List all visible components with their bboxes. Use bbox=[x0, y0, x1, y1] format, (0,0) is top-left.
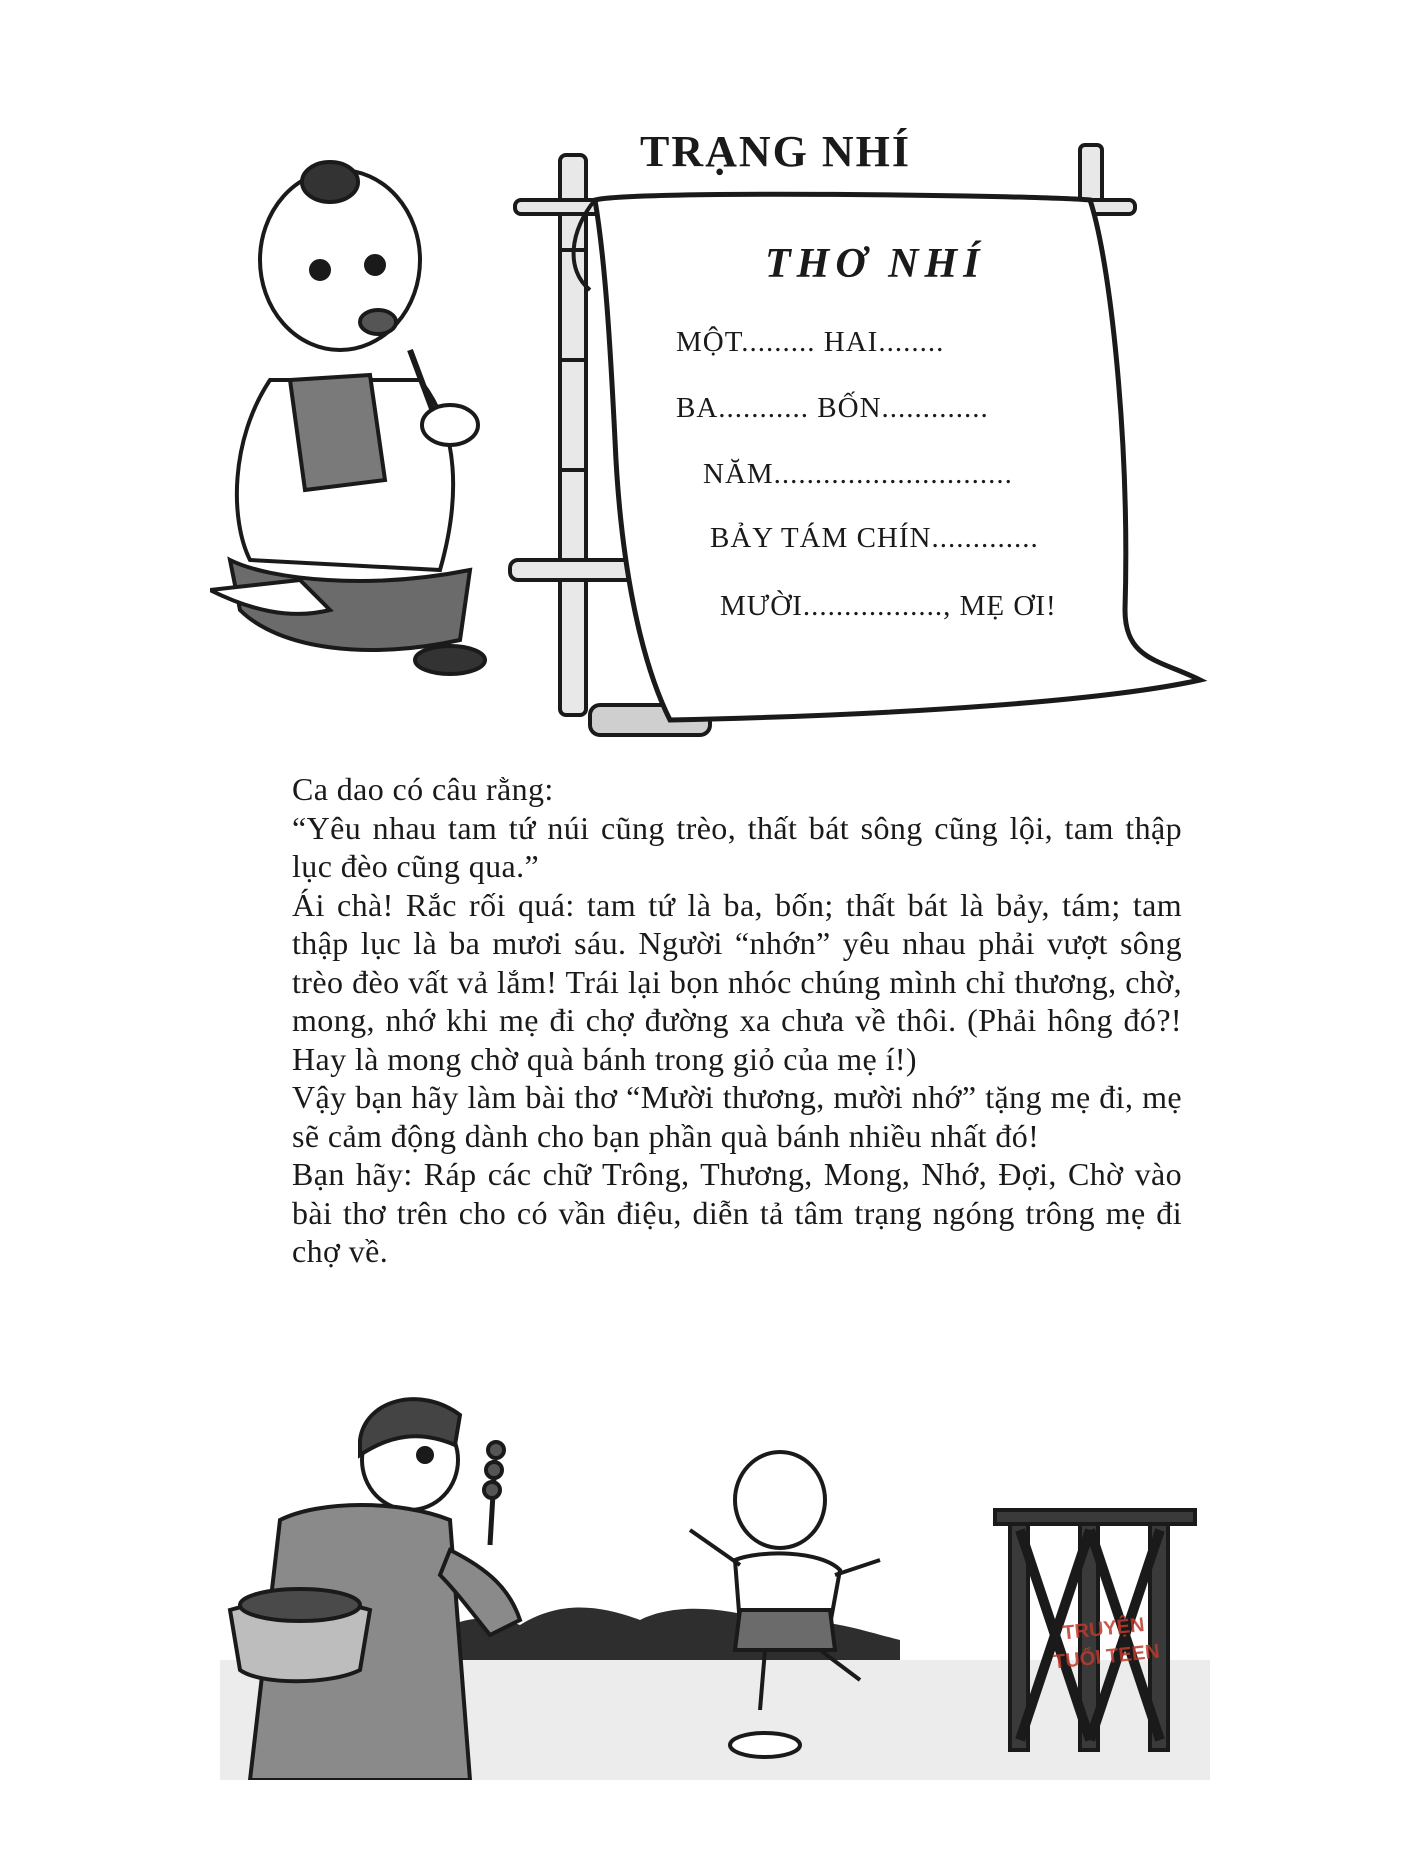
poem-line: NĂM............................. bbox=[703, 458, 1013, 490]
body-text bbox=[292, 770, 1182, 1271]
paragraph: Ca dao có câu rằng: bbox=[292, 771, 554, 807]
poem-line: BA........... BỐN............. bbox=[676, 392, 989, 424]
paragraph: Vậy bạn hãy làm bài thơ “Mười thương, mười nhớ” tặng mẹ đi, mẹ sẽ cảm động dành cho bạn phần quà bánh nhiều nhất đó! bbox=[292, 1079, 1182, 1154]
child-figure bbox=[210, 162, 485, 674]
paragraph: “Yêu nhau tam tứ núi cũng trèo, thất bát sông cũng lội, tam thập lục đèo cũng qua.” bbox=[292, 809, 1182, 884]
paragraph: Ái chà! Rắc rối quá: tam tứ là ba, bốn; thất bát là bảy, tám; tam thập lục là ba mươi sáu. Người “nhớn” yêu nhau phải vượt sông trèo đèo vất vả lắm! Trái lại bọn nhóc chúng mình chỉ thương, chờ, mong, nhớ khi mẹ đi chợ đường xa chưa về thôi. (Phải hông đó?! Hay là mong chờ quà bánh trong giỏ của mẹ í!) bbox=[292, 886, 1182, 1077]
publisher-watermark: TRUYỆN TUỔI TEEN bbox=[1052, 1613, 1161, 1674]
page-title: TRẠNG NHÍ bbox=[640, 127, 912, 176]
poem-line: BẢY TÁM CHÍN............. bbox=[710, 522, 1039, 554]
poem-heading: THƠ NHÍ bbox=[765, 241, 986, 287]
child-scroll-illustration bbox=[210, 140, 1210, 740]
paragraph: Bạn hãy: Ráp các chữ Trông, Thương, Mong, Nhớ, Đợi, Chờ vào bài thơ trên cho có vần điệu, diễn tả tâm trạng ngóng trông mẹ đi chợ về. bbox=[292, 1156, 1182, 1269]
poem-line: MƯỜI................., MẸ ƠI! bbox=[720, 590, 1057, 622]
mother-child-illustration bbox=[220, 1360, 1210, 1780]
scroll-paper bbox=[595, 194, 1200, 720]
poem-line: MỘT......... HAI........ bbox=[676, 326, 945, 358]
